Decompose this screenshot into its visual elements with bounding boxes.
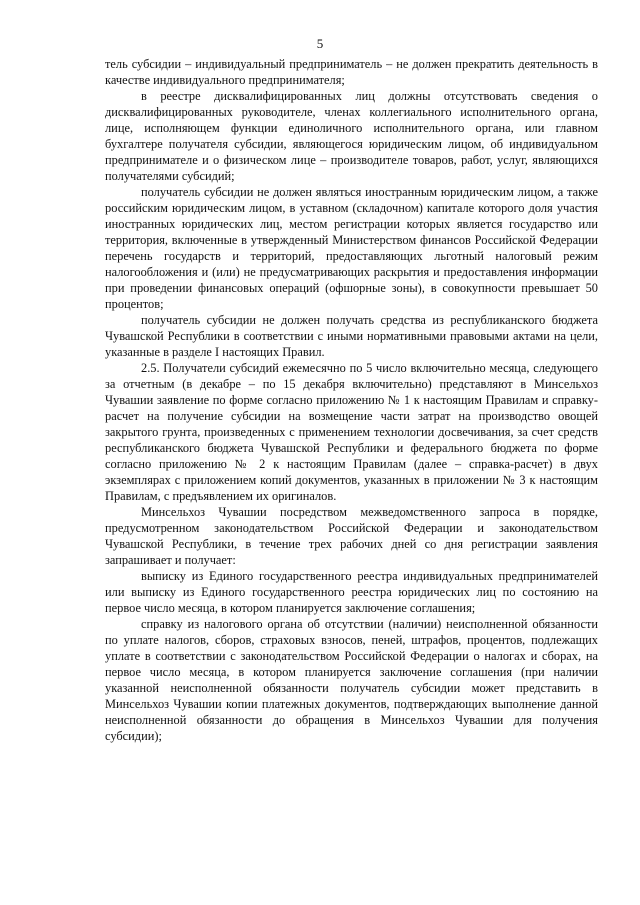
paragraph-disqualified-registry: в реестре дисквалифицированных лиц должны отсутствовать сведения о дисквалифицированных руководителе, членах коллегиального исполнительного органа, лице, исполняющем функции единоличного исполнительного органа, или главном бухгалтере получателя субсидии, являющегося юридическим лицом, об индивидуальном предпринимателе и о физическом лице – производителе товаров, работ, услуг, являющихся получателями субсидий;: [105, 89, 598, 183]
paragraph-interagency-request: Минсельхоз Чувашии посредством межведомственного запроса в порядке, предусмотренном законодательством Российской Федерации и законодательством Чувашской Республики, в течение трех рабочих дней со дня регистрации заявления запрашивает и получает:: [105, 505, 598, 567]
paragraph-registry-extract: выписку из Единого государственного реестра индивидуальных предпринимателей или выписку из Единого государственного реестра юридических лиц по состоянию на первое число месяца, в котором планируется заключение соглашения;: [105, 569, 598, 615]
paragraph-tax-certificate: справку из налогового органа об отсутствии (наличии) неисполненной обязанности по уплате налогов, сборов, страховых взносов, пеней, штрафов, процентов, подлежащих уплате в соответствии с законодательством Российской Федерации о налогах и сборах, на первое число месяца, в котором планируется заключение соглашения (при наличии указанной неисполненной обязанности получатель субсидии может представить в Минсельхоз Чувашии копии платежных документов, подтверждающих выполнение данной неисполненной обязанности до обращения в Минсельхоз Чувашии для получения субсидии);: [105, 617, 598, 743]
body-text: [105, 56, 598, 744]
paragraph-section-2-5: 2.5. Получатели субсидий ежемесячно по 5 число включительно месяца, следующего за отчетным (в декабре – по 15 декабря включительно) представляют в Минсельхоз Чувашии заявление по форме согласно приложению № 1 к настоящим Правилам и справку-расчет на получение субсидии на возмещение части затрат на производство овощей закрытого грунта, произведенных с применением технологии досвечивания, за счет средств республиканского бюджета Чувашской Республики и федерального бюджета по форме согласно приложению № 2 к настоящим Правилам (далее – справка-расчет) в двух экземплярах с приложением копий документов, указанных в приложении № 3 к настоящим Правилам, с предъявлением их оригиналов.: [105, 361, 598, 503]
paragraph-no-other-funds: получатель субсидии не должен получать средства из республиканского бюджета Чувашской Республики в соответствии с иными нормативными правовыми актами на цели, указанные в разделе I настоящих Правил.: [105, 313, 598, 359]
paragraph-foreign-entity: получатель субсидии не должен являться иностранным юридическим лицом, а также российским юридическим лицом, в уставном (складочном) капитале которого доля участия иностранных юридических лиц, местом регистрации которых является государство или территория, включенные в утвержденный Министерством финансов Российской Федерации перечень государств и территорий, предоставляющих льготный налоговый режим налогообложения и (или) не предусматривающих раскрытия и предоставления информации при проведении финансовых операций (офшорные зоны), в совокупности превышает 50 процентов;: [105, 185, 598, 311]
paragraph-continuation: тель субсидии – индивидуальный предприниматель – не должен прекратить деятельность в качестве индивидуального предпринимателя;: [105, 57, 598, 87]
page-number: 5: [316, 36, 324, 51]
